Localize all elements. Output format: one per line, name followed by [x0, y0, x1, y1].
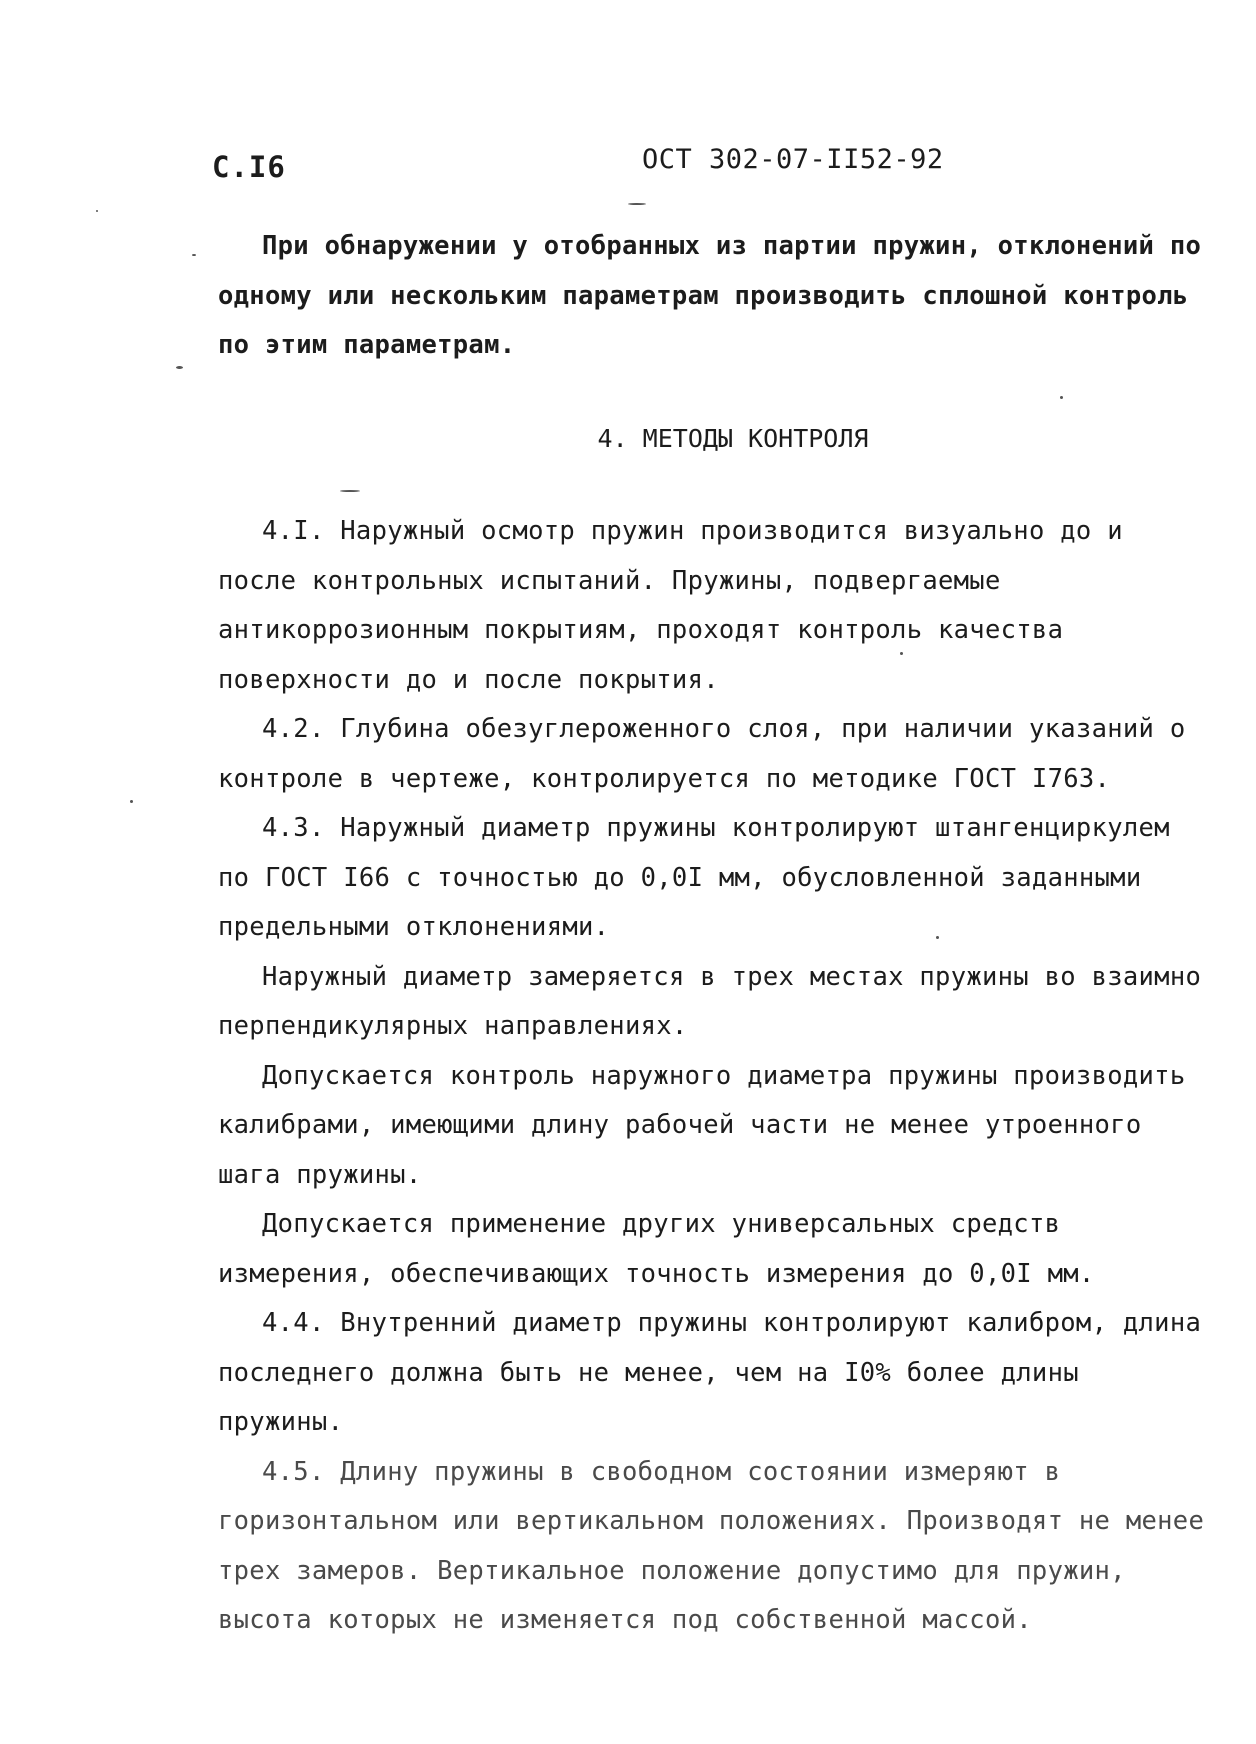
scan-speck: [130, 800, 133, 803]
page-number: С.I6: [212, 150, 286, 184]
document-code: ОСТ 302-07-II52-92: [642, 144, 944, 175]
scan-speck: [936, 936, 939, 939]
scan-speck: [192, 254, 196, 256]
clause-4-3-gauges: Допускается контроль наружного диаметра пружины производить калибрами, имеющими длину рабочей части не менее утроенного шага пружины.: [218, 1060, 1186, 1190]
scan-speck: [900, 652, 903, 655]
clause-4-2: 4.2. Глубина обезуглероженного слоя, при наличии указаний о контроле в чертеже, контролируется по методике ГОСТ I763.: [218, 714, 1186, 794]
scan-speck: [628, 203, 646, 205]
page-header: [212, 144, 1062, 200]
scan-speck: [1060, 396, 1063, 399]
scan-speck: [340, 490, 360, 492]
clause-4-3-other-instruments: Допускается применение других универсальных средств измерения, обеспечивающих точность измерения до 0,0I мм.: [218, 1209, 1095, 1289]
scan-speck: [176, 366, 183, 369]
document-body: [218, 222, 1208, 1646]
intro-paragraph: При обнаружении у отобранных из партии пружин, отклонений по одному или нескольким параметрам производить сплошной контроль по этим параметрам.: [218, 231, 1202, 360]
clause-4-4: 4.4. Внутренний диаметр пружины контролируют калибром, длина последнего должна быть не менее, чем на I0% более длины пружины.: [218, 1308, 1202, 1437]
clause-4-3: 4.3. Наружный диаметр пружины контролируют штангенциркулем по ГОСТ I66 с точностью до 0,0I мм, обусловленной заданными предельными отклонениями.: [218, 813, 1170, 942]
section-heading: 4. МЕТОДЫ КОНТРОЛЯ: [597, 423, 869, 453]
clause-4-1: 4.I. Наружный осмотр пружин производится визуально до и после контрольных испытаний. Пружины, подвергаемые антикоррозионным покрытиям, проходят контроль качества поверхности до и после покрытия.: [218, 516, 1123, 695]
clause-4-5: 4.5. Длину пружины в свободном состоянии измеряют в горизонтальном или вертикальном положениях. Производят не менее трех замеров. Вертикальное положение допустимо для пружин, высота которых не изменяется под собственной массой.: [218, 1456, 1205, 1635]
scan-speck: [96, 210, 98, 212]
clause-4-3-outer-diameter: Наружный диаметр замеряется в трех местах пружины во взаимно перпендикулярных направлениях.: [218, 961, 1202, 1041]
